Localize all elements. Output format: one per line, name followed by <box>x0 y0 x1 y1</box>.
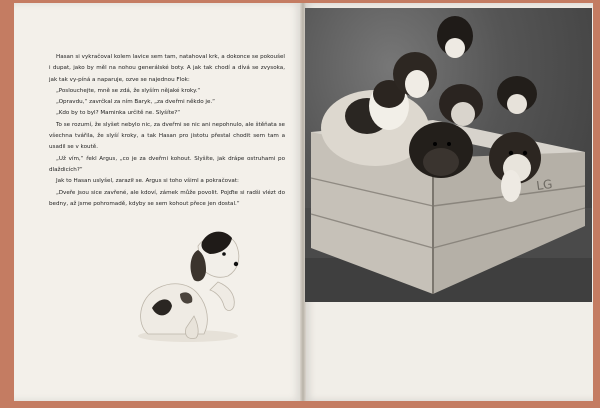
paragraph: „Opravdu,“ zavrčkal za ním Baryk, „za dveřmi někdo je.“ <box>56 99 216 106</box>
paragraph: Hasan si vykračoval kolem lavice sem tam, natahoval krk, a dokonce se pokoušel i dupat, jako by měl na nohou generálské boty. A jak tak chodí a dívá se zvysoka, jak tak vy-píná a naparuje, ozve se najednou Flok: <box>49 54 285 83</box>
paragraph: Jak to Hasan uslyšel, zaraził se. Argus si toho všiml a pokračovat: <box>56 178 239 185</box>
puppies-in-box-photo <box>305 8 592 302</box>
paragraph: „Poslouchejte, mně se zdá, že slyším nějaké kroky.“ <box>56 87 201 94</box>
story-text <box>49 52 285 210</box>
paragraph: „Už vím,“ řekl Argus, „co je za dveřmi kohout. Slyšíte, jak drápe ostruhami po dlaždicích?“ <box>49 155 285 173</box>
paragraph: „Dveře jsou sice zavřené, ale kdoví, zámek může povolit. Pojďte si radši vlézt do bedny, až jsme pohromadě, kdyby se sem kohout přece jen dostal.“ <box>49 189 285 207</box>
puppy-illustration <box>128 224 246 346</box>
svg-text:LG: LG <box>535 176 554 193</box>
paragraph: „Kdo by to byl? Maminka určitě ne. Slyšíte?“ <box>56 110 181 117</box>
paragraph: To se rozumí, že slyšet nebylo nic, za dveřmi se nic ani nepohnulo, ale štěňata se všechna tvářila, že slyší kroky, a tak Hasan pro jistotu přestal chodit sem tam a usadil se v koutě. <box>49 121 285 151</box>
